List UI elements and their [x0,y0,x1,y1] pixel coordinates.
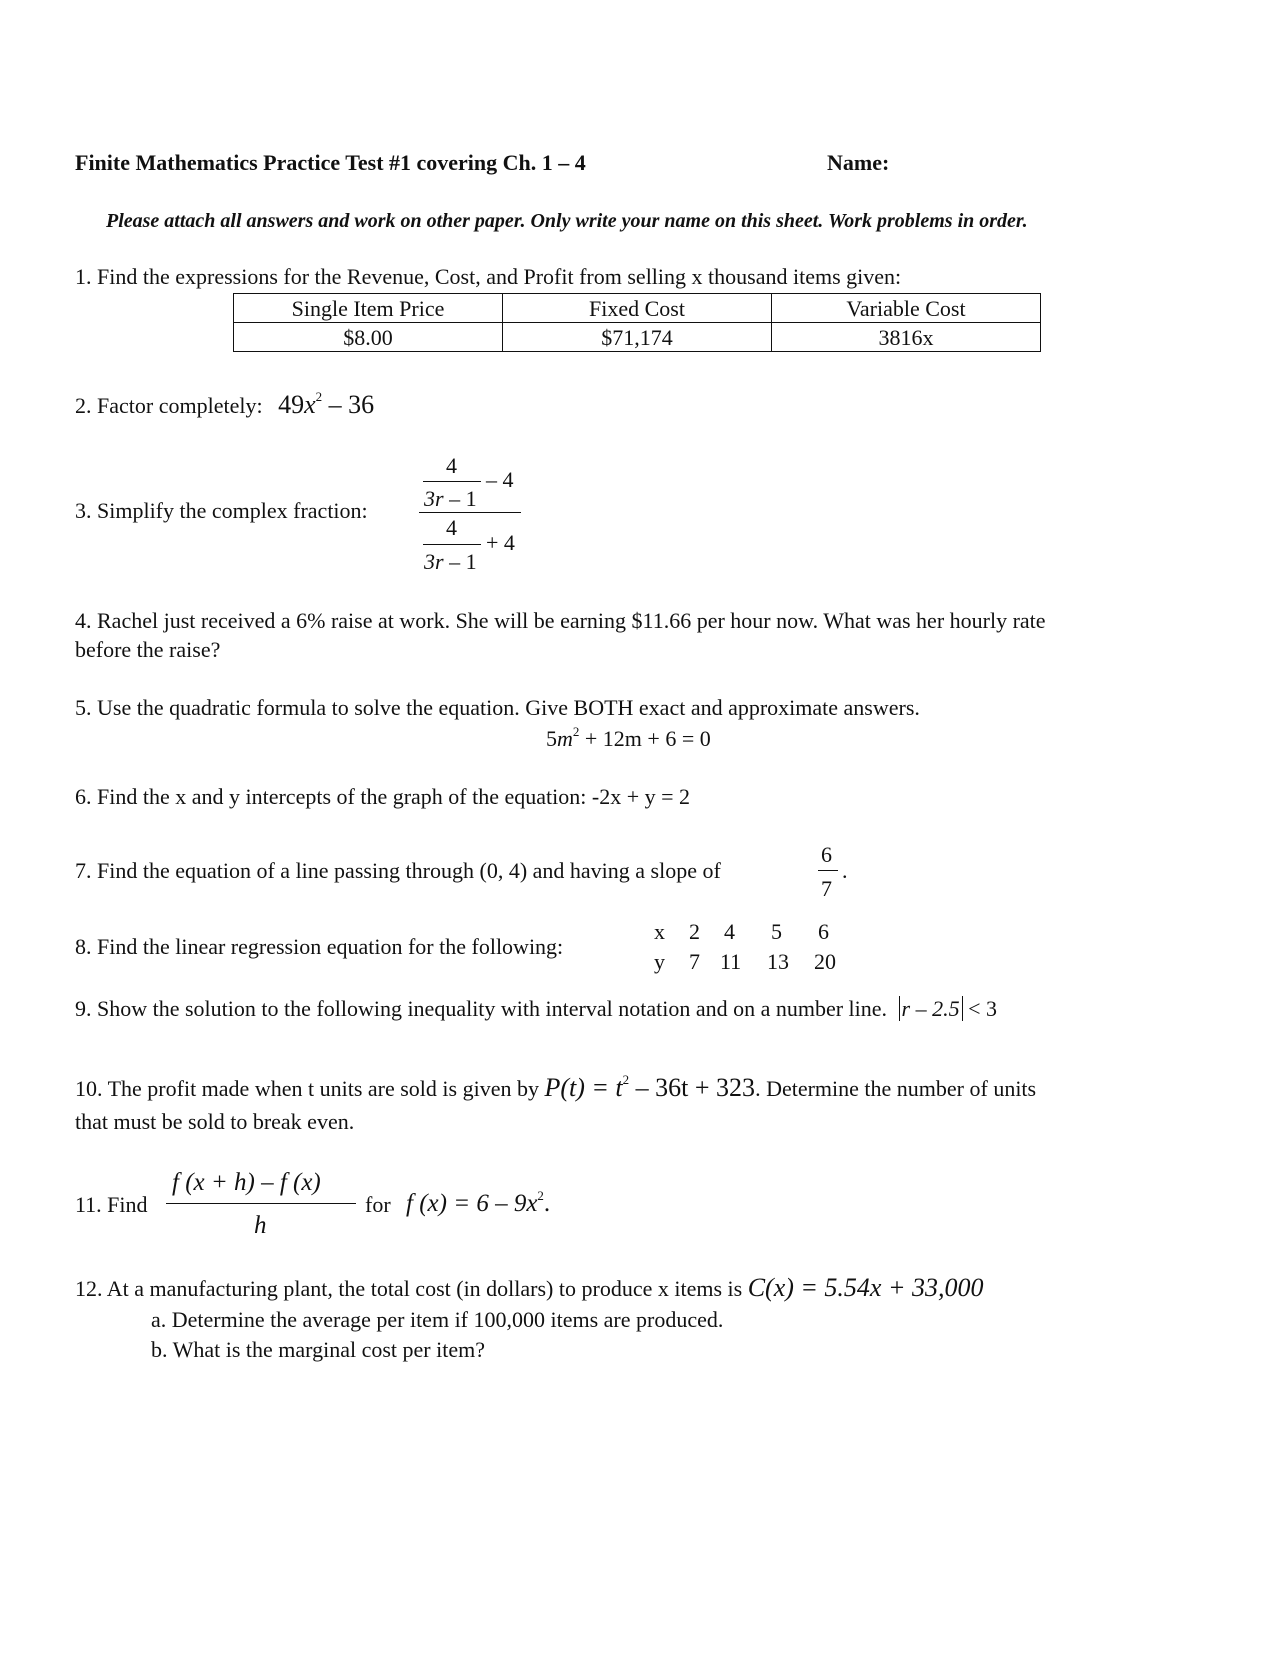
question-10-line-1 [75,1072,1037,1102]
question-2-text: 2. Factor completely: [75,393,263,418]
expression-rest: – 36 [322,390,375,419]
table-header-cell: Fixed Cost [503,294,772,323]
question-7: 7. Find the equation of a line passing through (0, 4) and having a slope of [75,858,721,883]
question-10-text: 10. The profit made when t units are sold is given by [75,1076,545,1101]
function-def [406,1187,551,1217]
table-header-row [234,294,1041,323]
difference-quotient-den: h [254,1212,267,1239]
question-8: 8. Find the linear regression equation for the following: [75,934,564,959]
y-value: 20 [814,949,836,974]
x-label: x [654,919,665,944]
for-word: for [365,1192,391,1217]
x-value: 4 [724,919,735,944]
profit-exponent: 2 [622,1072,630,1088]
question-1: 1. Find the expressions for the Revenue, Cost, and Profit from selling x thousand items given: [75,264,902,289]
variable: x [304,390,316,419]
cost-function: C(x) = 5.54x + 33,000 [747,1273,984,1302]
top-tail: – 4 [486,467,514,492]
bottom-tail: + 4 [486,530,515,555]
question-4-line-1: 4. Rachel just received a 6% raise at work. She will be earning $11.66 per hour now. What was her hourly rate [75,608,1046,633]
question-2 [75,389,375,419]
inner-den-top: 3r – 1 [424,486,477,511]
question-12b: b. What is the marginal cost per item? [151,1337,485,1362]
profit-rest: – 36t + 323 [629,1073,756,1102]
question-4-line-2: before the raise? [75,637,221,662]
difference-quotient-bar [166,1203,356,1204]
slope-end: . [842,858,848,883]
x-value: 6 [818,919,829,944]
inner-num-bottom: 4 [446,515,457,540]
question-5: 5. Use the quadratic formula to solve the equation. Give BOTH exact and approximate answers. [75,695,920,720]
quadratic-equation [546,723,711,751]
factor-expression [278,390,374,419]
func-exponent: 2 [537,1187,544,1203]
inner-num-top: 4 [446,453,457,478]
eq-rest: + 12m + 6 = 0 [579,726,711,751]
absolute-value [899,996,963,1021]
slope-num: 6 [821,842,832,867]
y-value: 11 [720,949,742,974]
question-9 [75,998,997,1020]
page-title: Finite Mathematics Practice Test #1 covering Ch. 1 – 4 [75,150,586,175]
x-value: 5 [771,919,782,944]
profit-function [544,1073,755,1102]
question-12-text: 12. At a manufacturing plant, the total cost (in dollars) to produce x items is [75,1276,748,1301]
question-12 [75,1275,984,1301]
question-6: 6. Find the x and y intercepts of the graph of the equation: -2x + y = 2 [75,784,691,809]
func-expression: f (x) = 6 – 9x [406,1190,538,1217]
question-12a: a. Determine the average per item if 100,000 items are produced. [151,1307,724,1332]
question-11-prefix: 11. Find [75,1192,148,1217]
question-10-text-end: . Determine the number of units [755,1076,1037,1101]
eq-coef: 5 [546,726,557,751]
coef: 49 [278,390,305,419]
question-9-text: 9. Show the solution to the following inequality with interval notation and on a number line. [75,996,888,1021]
cost-table [233,293,1041,352]
table-header-cell: Single Item Price [234,294,503,323]
y-value: 13 [767,949,789,974]
main-fraction-bar [419,512,521,513]
inner-bar-top [423,481,481,482]
name-label: Name: [827,150,890,175]
question-10-line-2: that must be sold to break even. [75,1109,355,1134]
table-cell: $8.00 [234,323,503,352]
func-end: . [543,1190,551,1217]
x-value: 2 [689,919,700,944]
slope-bar [818,870,838,871]
table-cell: 3816x [772,323,1041,352]
slope-den: 7 [821,876,832,901]
eq-exponent: 2 [572,723,580,739]
abs-inner: r – 2.5 [901,996,960,1021]
inner-bar-bottom [423,544,481,545]
table-cell: $71,174 [503,323,772,352]
inequality-rhs: < 3 [962,996,998,1021]
table-header-cell: Variable Cost [772,294,1041,323]
difference-quotient-num: f (x + h) – f (x) [172,1169,321,1196]
inner-den-bottom: 3r – 1 [424,549,477,574]
eq-variable: m [557,726,573,751]
question-3: 3. Simplify the complex fraction: [75,498,368,523]
instructions: Please attach all answers and work on other paper. Only write your name on this sheet. Work problems in order. [106,210,1028,232]
y-value: 7 [689,949,700,974]
exponent: 2 [315,389,323,405]
profit-func: P(t) = t [544,1073,623,1102]
table-row [234,323,1041,352]
y-label: y [654,949,665,974]
